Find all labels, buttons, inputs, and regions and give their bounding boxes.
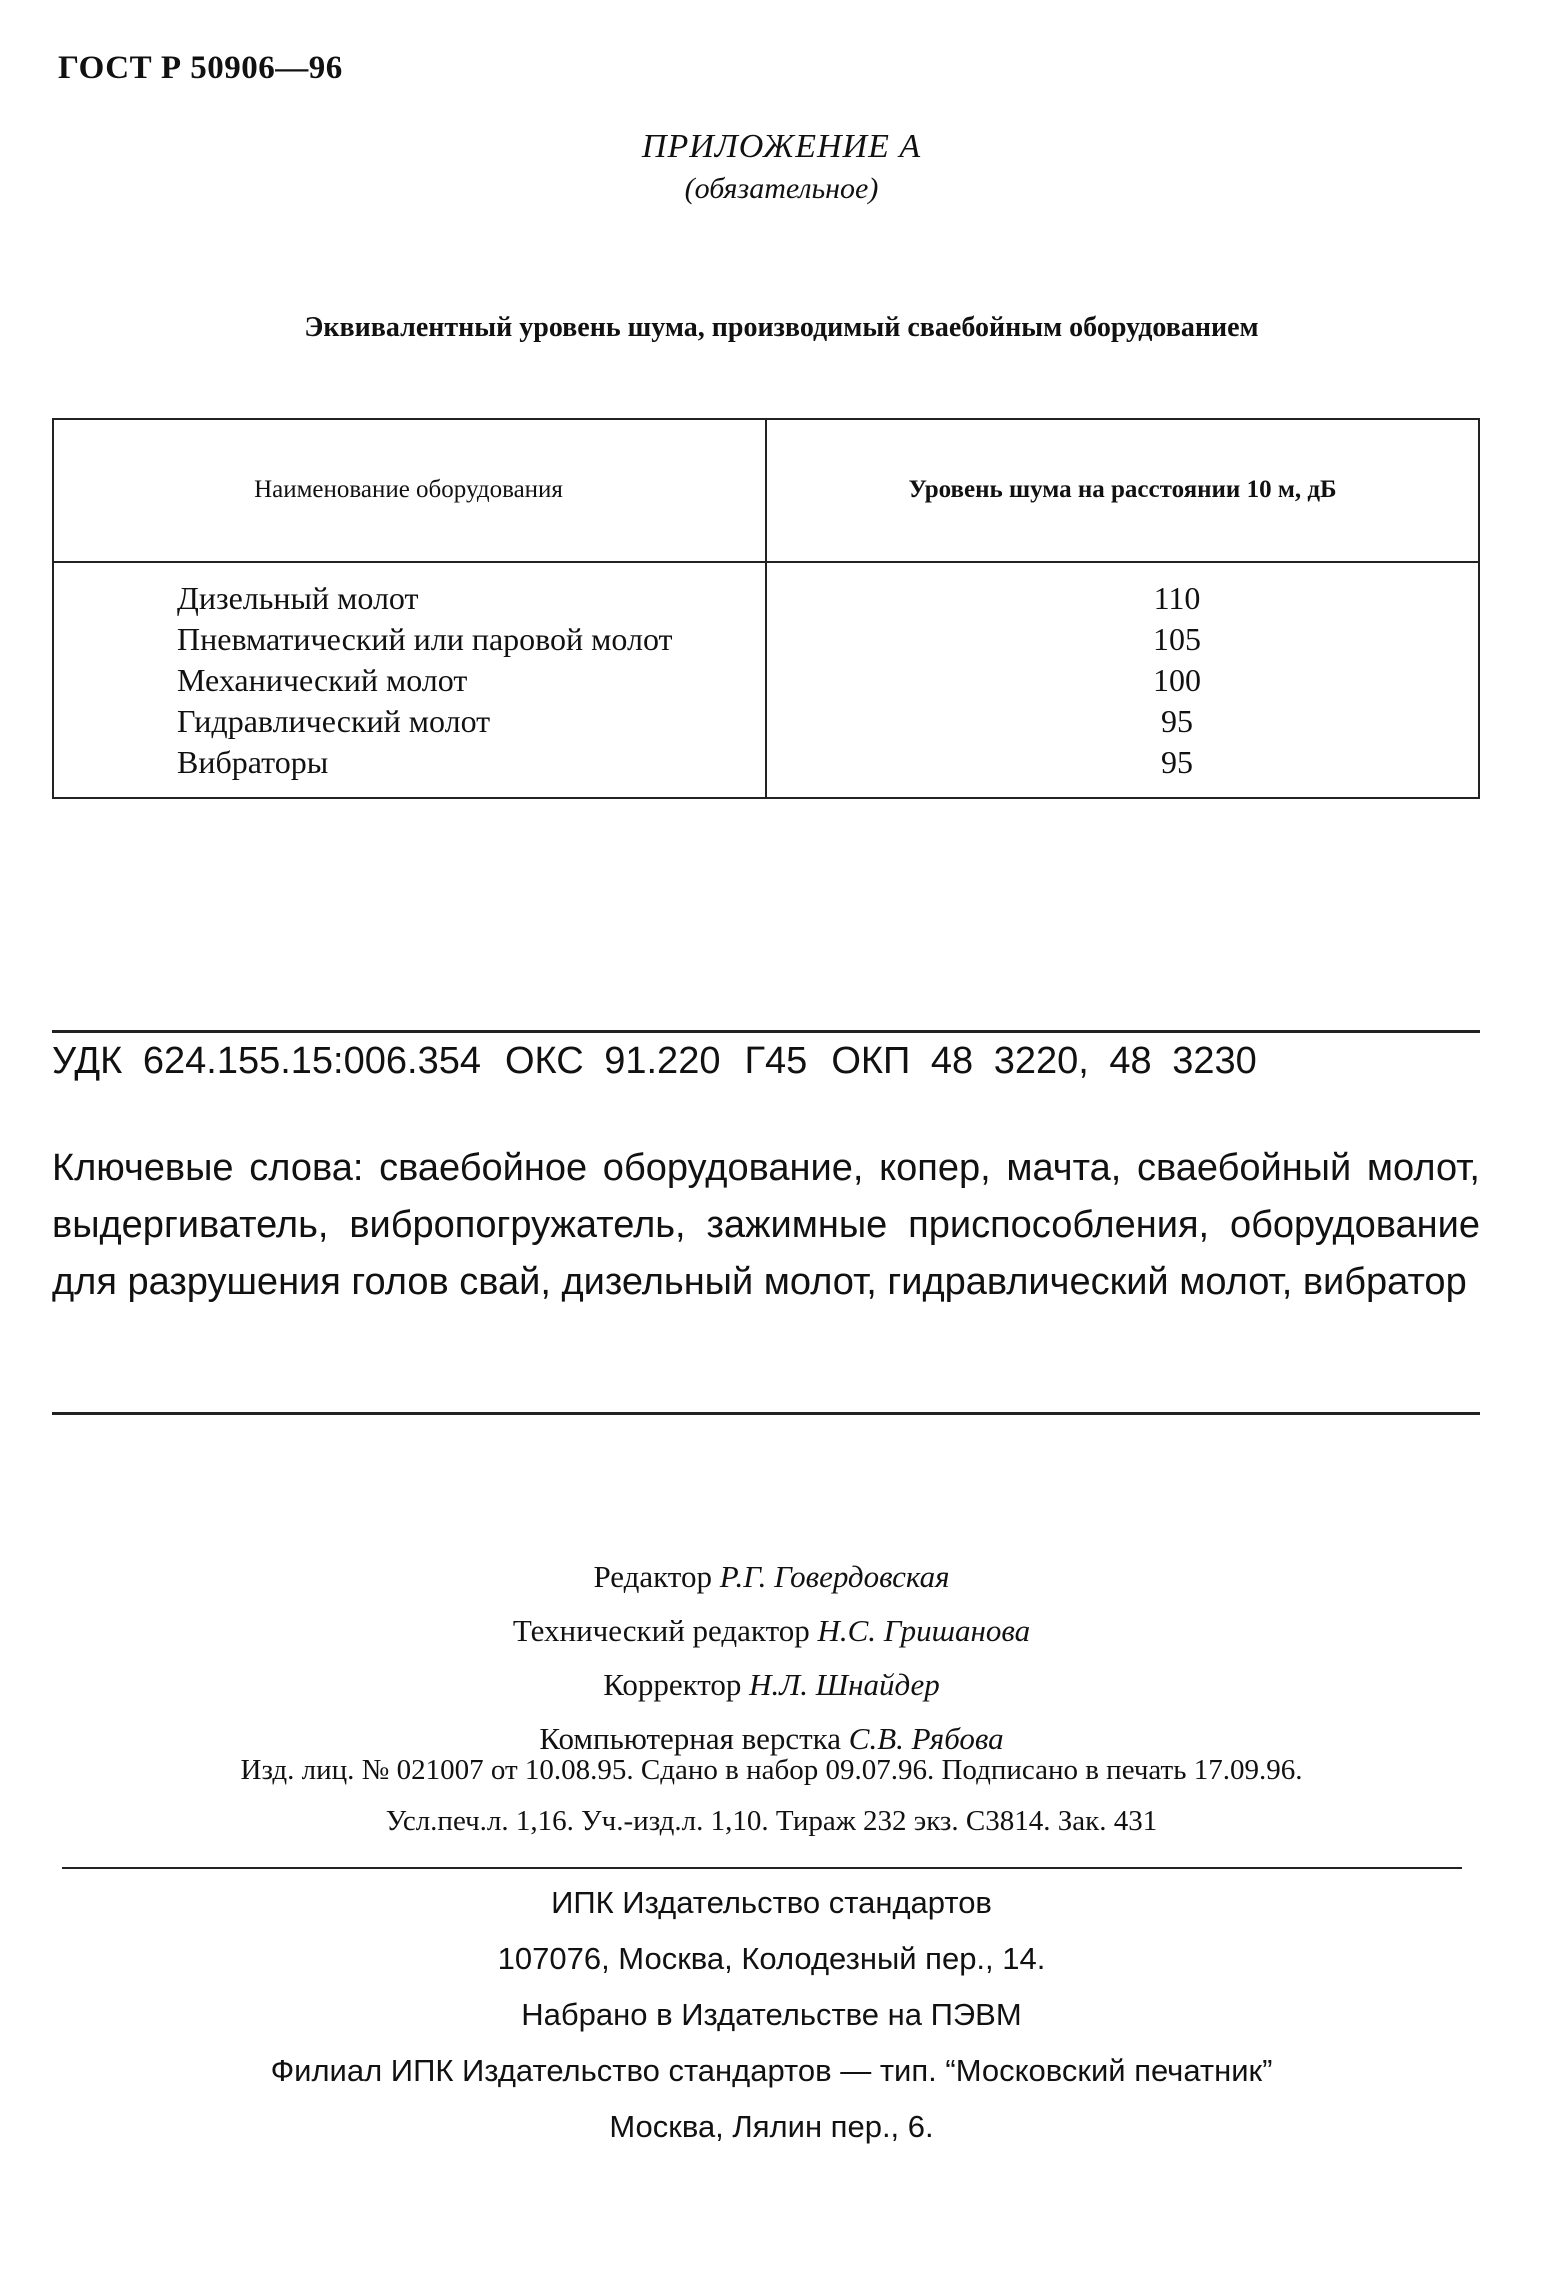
credit-role: Корректор xyxy=(603,1667,742,1702)
publisher-block xyxy=(0,1875,1543,2155)
publisher-line: Филиал ИПК Издательство стандартов — тип. “Московский печатник” xyxy=(270,2053,1273,2088)
row-value: 95 xyxy=(1161,703,1193,739)
publisher-rule xyxy=(62,1867,1462,1869)
credit-line xyxy=(0,1550,1543,1604)
oks-code: ОКС 91.220 xyxy=(504,1040,721,1082)
credit-line xyxy=(0,1658,1543,1712)
credit-role: Технический редактор xyxy=(512,1613,810,1648)
keywords-paragraph: Ключевые слова: сваебойное оборудование, копер, мачта, сваебойный молот, выдергиватель, вибропогружатель, зажимные приспособления, оборудование для разрушения голов свай, дизельный молот, гидравлический молот, вибратор xyxy=(52,1147,1480,1303)
table-right-border xyxy=(1478,418,1480,799)
imprint-line: Усл.печ.л. 1,16. Уч.-изд.л. 1,10. Тираж 232 экз. С3814. Зак. 431 xyxy=(385,1805,1158,1837)
okp-code: ОКП 48 3220, 48 3230 xyxy=(831,1040,1257,1082)
publisher-line: ИПК Издательство стандартов xyxy=(551,1885,992,1920)
appendix-subtitle: (обязательное) xyxy=(684,172,879,205)
table-caption: Эквивалентный уровень шума, производимый сваебойным оборудованием xyxy=(304,312,1259,343)
credit-name: Н.Л. Шнайдер xyxy=(749,1667,940,1702)
credit-name: Н.С. Гришанова xyxy=(817,1613,1031,1648)
row-name: Вибраторы xyxy=(177,744,329,780)
credits-block xyxy=(0,1550,1543,1766)
column-header-equipment: Наименование оборудования xyxy=(254,476,563,503)
udk-code: УДК 624.155.15:006.354 xyxy=(52,1040,481,1082)
classification-rule xyxy=(52,1030,1480,1033)
row-value: 95 xyxy=(1161,744,1193,780)
credit-role: Компьютерная верстка xyxy=(539,1721,842,1756)
publisher-line: Набрано в Издательстве на ПЭВМ xyxy=(521,1997,1022,2032)
publisher-line: 107076, Москва, Колодезный пер., 14. xyxy=(497,1941,1046,1976)
credit-name: Р.Г. Говердовская xyxy=(719,1559,950,1594)
row-value: 110 xyxy=(1153,580,1201,616)
credit-role: Редактор xyxy=(593,1559,712,1594)
g-code: Г45 xyxy=(744,1040,808,1082)
appendix-title: ПРИЛОЖЕНИЕ А xyxy=(641,128,922,165)
row-name: Дизельный молот xyxy=(177,580,419,616)
credit-name: С.В. Рябова xyxy=(848,1721,1004,1756)
row-value: 100 xyxy=(1153,662,1201,698)
row-value: 105 xyxy=(1153,621,1201,657)
publisher-line: Москва, Лялин пер., 6. xyxy=(609,2109,934,2144)
document-code: ГОСТ Р 50906—96 xyxy=(58,50,343,86)
imprint-line: Изд. лиц. № 021007 от 10.08.95. Сдано в набор 09.07.96. Подписано в печать 17.09.96. xyxy=(240,1754,1303,1786)
imprint-block xyxy=(0,1745,1543,1847)
row-name: Гидравлический молот xyxy=(177,703,491,739)
classification-line xyxy=(52,1040,1480,1083)
row-name: Пневматический или паровой молот xyxy=(177,621,673,657)
keywords-rule xyxy=(52,1412,1480,1415)
row-name: Механический молот xyxy=(177,662,468,698)
noise-level-table xyxy=(52,418,1480,799)
credit-line xyxy=(0,1604,1543,1658)
column-header-noise-level: Уровень шума на расстоянии 10 м, дБ xyxy=(908,476,1337,503)
